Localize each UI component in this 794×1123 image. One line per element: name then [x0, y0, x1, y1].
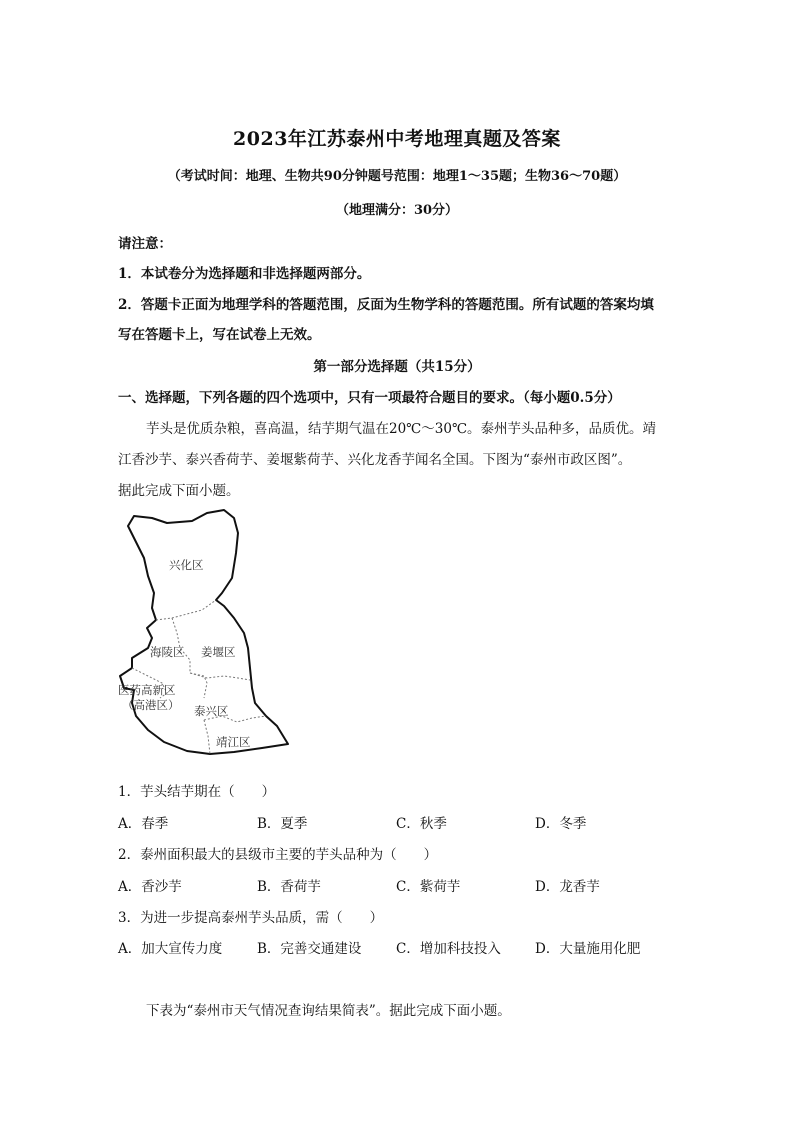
map-label-taixing: 泰兴区	[194, 704, 229, 718]
part1-title: 第一部分选择题（共15分）	[313, 359, 481, 375]
question-1-option-d: D．冬季	[535, 816, 587, 832]
taizhou-district-map	[112, 508, 292, 763]
map-label-yiyao: 医药高新区	[118, 683, 176, 697]
passage-line-3: 据此完成下面小题。	[118, 483, 240, 499]
map-label-hailing: 海陵区	[150, 645, 185, 659]
passage-line-1: 芋头是优质杂粮，喜高温，结芋期气温在20℃～30℃。泰州芋头品种多，品质优。靖	[146, 421, 657, 437]
notice-item-2-line-1: 2．答题卡正面为地理学科的答题范围，反面为生物学科的答题范围。所有试题的答案均填	[118, 297, 654, 313]
map-label-jingjiang: 靖江区	[216, 735, 251, 749]
passage-line-2: 江香沙芋、泰兴香荷芋、姜堰紫荷芋、兴化龙香芋闻名全国。下图为“泰州市政区图”。	[118, 452, 632, 468]
map-label-gaogang: （高港区）	[122, 698, 180, 712]
question-2-option-a: A．香沙芋	[118, 879, 182, 895]
map-label-jiangyan: 姜堰区	[201, 645, 236, 659]
section1-title: 一、选择题，下列各题的四个选项中，只有一项最符合题目的要求。（每小题0.5分）	[118, 390, 621, 406]
question-1-option-c: C．秋季	[396, 816, 447, 832]
notice-item-2-line-2: 写在答题卡上，写在试卷上无效。	[118, 327, 321, 343]
question-2-option-b: B．香荷芋	[257, 879, 321, 895]
page-title: 2023年江苏泰州中考地理真题及答案	[233, 128, 561, 150]
map-outline	[112, 508, 292, 763]
exam-time-note: （考试时间：地理、生物共90分钟题号范围：地理1～35题；生物36～70题）	[167, 169, 627, 184]
notice-item-1: 1．本试卷分为选择题和非选择题两部分。	[118, 266, 371, 282]
notice-heading: 请注意：	[118, 236, 172, 252]
question-3-stem: 3．为进一步提高泰州芋头品质，需（ ）	[118, 910, 384, 926]
question-3-option-d: D．大量施用化肥	[535, 941, 641, 957]
question-3-option-a: A．加大宣传力度	[118, 941, 223, 957]
question-1-option-a: A．春季	[118, 816, 169, 832]
question-1-stem: 1．芋头结芋期在（ ）	[118, 784, 276, 800]
question-3-option-c: C．增加科技投入	[396, 941, 501, 957]
full-score-note: （地理满分：30分）	[335, 203, 459, 218]
table-intro: 下表为“泰州市天气情况查询结果简表”。据此完成下面小题。	[146, 1003, 511, 1019]
question-1-option-b: B．夏季	[257, 816, 308, 832]
question-2-stem: 2．泰州面积最大的县级市主要的芋头品种为（ ）	[118, 847, 438, 863]
question-3-option-b: B．完善交通建设	[257, 941, 362, 957]
map-label-xinghua: 兴化区	[169, 558, 204, 572]
question-2-option-c: C．紫荷芋	[396, 879, 461, 895]
question-2-option-d: D．龙香芋	[535, 879, 600, 895]
